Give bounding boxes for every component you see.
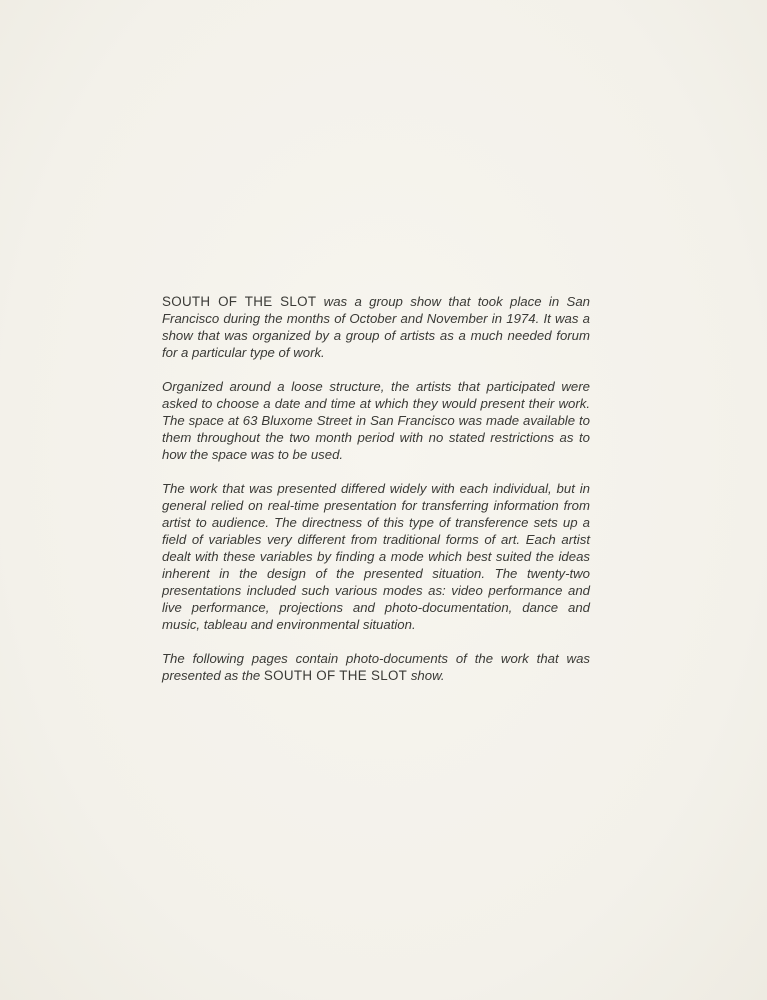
paragraph-work: The work that was presented differed widely with each individual, but in general relied on real-time presentation for transferring information from artist to audience. The directness of this type of transference sets up a field of variables very different from traditional forms of art. Each artist dealt with these variables by finding a mode which best suited the ideas inherent in the design of the presented situation. The twenty-two presentations included such various modes as: video performance and live performance, projections and photo-documentation, dance and music, tableau and environmental situation. — [162, 481, 590, 632]
paragraph-intro-text: was a group show that took place in San Francisco during the months of October and November in 1974. It was a show that was organized by a group of artists as a much needed forum for a particular type of work. — [162, 294, 590, 360]
paragraph-closing-text-before: The following pages contain photo-documents of the work that was presented as the — [162, 651, 590, 683]
paragraph-intro — [162, 293, 590, 361]
paragraph-closing — [162, 650, 590, 684]
body-text — [162, 293, 590, 701]
show-title-closing: SOUTH OF THE SLOT — [263, 668, 408, 683]
paragraph-closing-text-after: show. — [407, 668, 445, 683]
paragraph-structure: Organized around a loose structure, the artists that participated were asked to choose a date and time at which they would present their work. The space at 63 Bluxome Street in San Francisco was made available to them throughout the two month period with no stated restrictions as to how the space was to be used. — [162, 379, 590, 462]
show-title: SOUTH OF THE SLOT — [162, 294, 317, 309]
